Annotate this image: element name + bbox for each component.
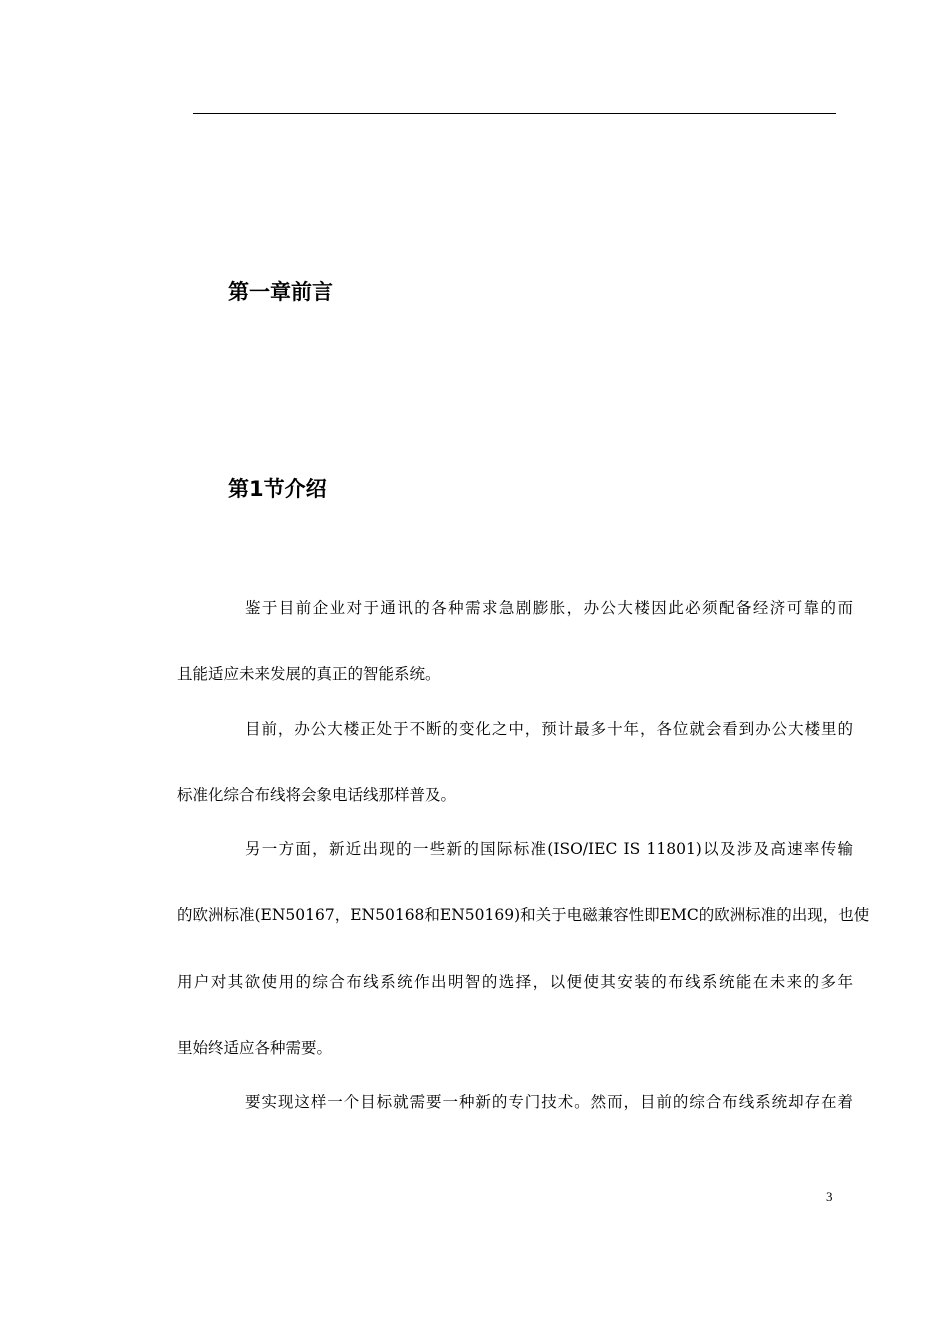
paragraph-line: 目前，办公大楼正处于不断的变化之中，预计最多十年，各位就会看到办公大楼里的	[245, 720, 853, 738]
header-rule	[193, 113, 836, 114]
page-number: 3	[826, 1189, 833, 1204]
paragraph-line: 要实现这样一个目标就需要一种新的专门技术。然而，目前的综合布线系统却存在着	[245, 1093, 853, 1111]
chapter-title: 第一章前言	[228, 280, 333, 304]
paragraph-line: 标准化综合布线将会象电话线那样普及。	[177, 786, 457, 804]
paragraph-line: 里始终适应各种需要。	[177, 1039, 333, 1057]
paragraph-line: 另一方面，新近出现的一些新的国际标准(ISO/IEC IS 11801)以及涉及高速率传输	[245, 840, 853, 858]
section-title: 第1节介绍	[228, 477, 327, 501]
paragraph-line: 的欧洲标准(EN50167，EN50168和EN50169)和关于电磁兼容性即EMC的欧洲标准的出现，也使	[177, 906, 870, 924]
paragraph-line: 用户对其欲使用的综合布线系统作出明智的选择，以便使其安装的布线系统能在未来的多年	[177, 973, 853, 991]
paragraph-line: 且能适应未来发展的真正的智能系统。	[177, 665, 441, 683]
paragraph-line: 鉴于目前企业对于通讯的各种需求急剧膨胀，办公大楼因此必须配备经济可靠的而	[245, 599, 853, 617]
